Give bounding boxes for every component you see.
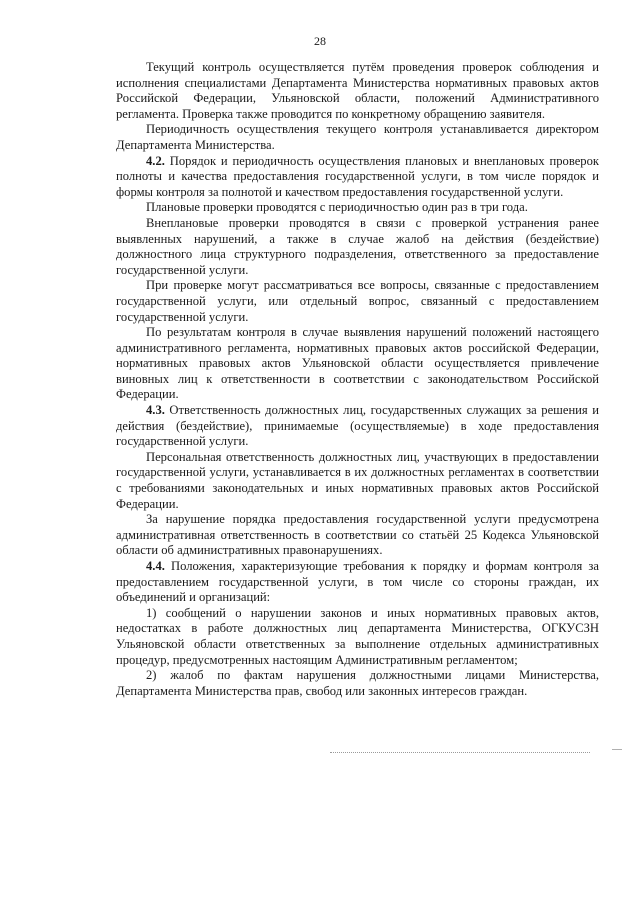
paragraph-personal-responsibility: Персональная ответственность должностных лиц, участвующих в предоставлении государственной услуги, устанавливается в их должностных регламентах в соответствии с требованиями законодательных и иных нормативных правовых актов Российской Федерации. [116, 449, 599, 511]
paragraph-unplanned-checks: Внеплановые проверки проводятся в связи с проверкой устранения ранее выявленных нарушений, а также в случае жалоб на действия (бездействие) должностного лица структурного подразделения, ответственного за предоставление государственной услуги. [116, 215, 599, 277]
section-number: 4.3. [146, 403, 165, 418]
section-4-2: 4.2. Порядок и периодичность осуществления плановых и внеплановых проверок полноты и качества предоставления государственной услуги, в том числе порядок и формы контроля за полнотой и качеством предоставления государственной услуги. [116, 153, 599, 199]
paragraph-administrative-liability: За нарушение порядка предоставления государственной услуги предусмотрена административная ответственность в соответствии со статьёй 25 Кодекса Ульяновской области об административных правонарушениях. [116, 512, 599, 558]
paragraph-control-results: По результатам контроля в случае выявления нарушений положений настоящего административного регламента, нормативных правовых актов российской Федерации, нормативных правовых актов Ульяновской области осуществляется привлечение виновных лиц к ответственности в соответствии с законодательством Российской Федерации. [116, 325, 599, 402]
section-4-3: 4.3. Ответственность должностных лиц, государственных служащих за решения и действия (бездействие), принимаемые (осуществляемые) в ходе предоставления государственной услуги. [116, 403, 599, 449]
page-number: 28 [314, 34, 326, 48]
section-4-4: 4.4. Положения, характеризующие требования к порядку и формам контроля за предоставлением государственной услуги, в том числе со стороны граждан, их объединений и организаций: [116, 559, 599, 605]
paragraph-current-control: Текущий контроль осуществляется путём проведения проверок соблюдения и исполнения специалистами Департамента Министерства нормативных правовых актов Российской Федерации, Ульяновской области, положений Административного регламента. Проверка также проводится по конкретному обращению заявителя. [116, 60, 599, 121]
scan-artifact-mark [612, 749, 622, 750]
paragraph-periodicity: Периодичность осуществления текущего контроля устанавливается директором Департамента Министерства. [116, 122, 599, 152]
list-item-1: 1) сообщений о нарушении законов и иных нормативных правовых актов, недостатках в работе должностных лиц департамента Министерства, ОГКУСЗН Ульяновской области ответственных за выполнение отдельных административных процедур, предусмотренных настоящим Административным регламентом; [116, 605, 599, 667]
paragraph-planned-checks: Плановые проверки проводятся с периодичностью один раз в три года. [146, 200, 528, 215]
document-body [116, 60, 599, 699]
scan-artifact-line [330, 752, 590, 754]
paragraph-check-scope: При проверке могут рассматриваться все вопросы, связанные с предоставлением государственной услуги, или отдельный вопрос, связанный с предоставлением государственной услуги. [116, 278, 599, 324]
section-number: 4.4. [146, 559, 165, 573]
list-item-2: 2) жалоб по фактам нарушения должностными лицами Министерства, Департамента Министерства прав, свобод или законных интересов граждан. [116, 668, 599, 698]
section-number: 4.2. [146, 153, 165, 168]
